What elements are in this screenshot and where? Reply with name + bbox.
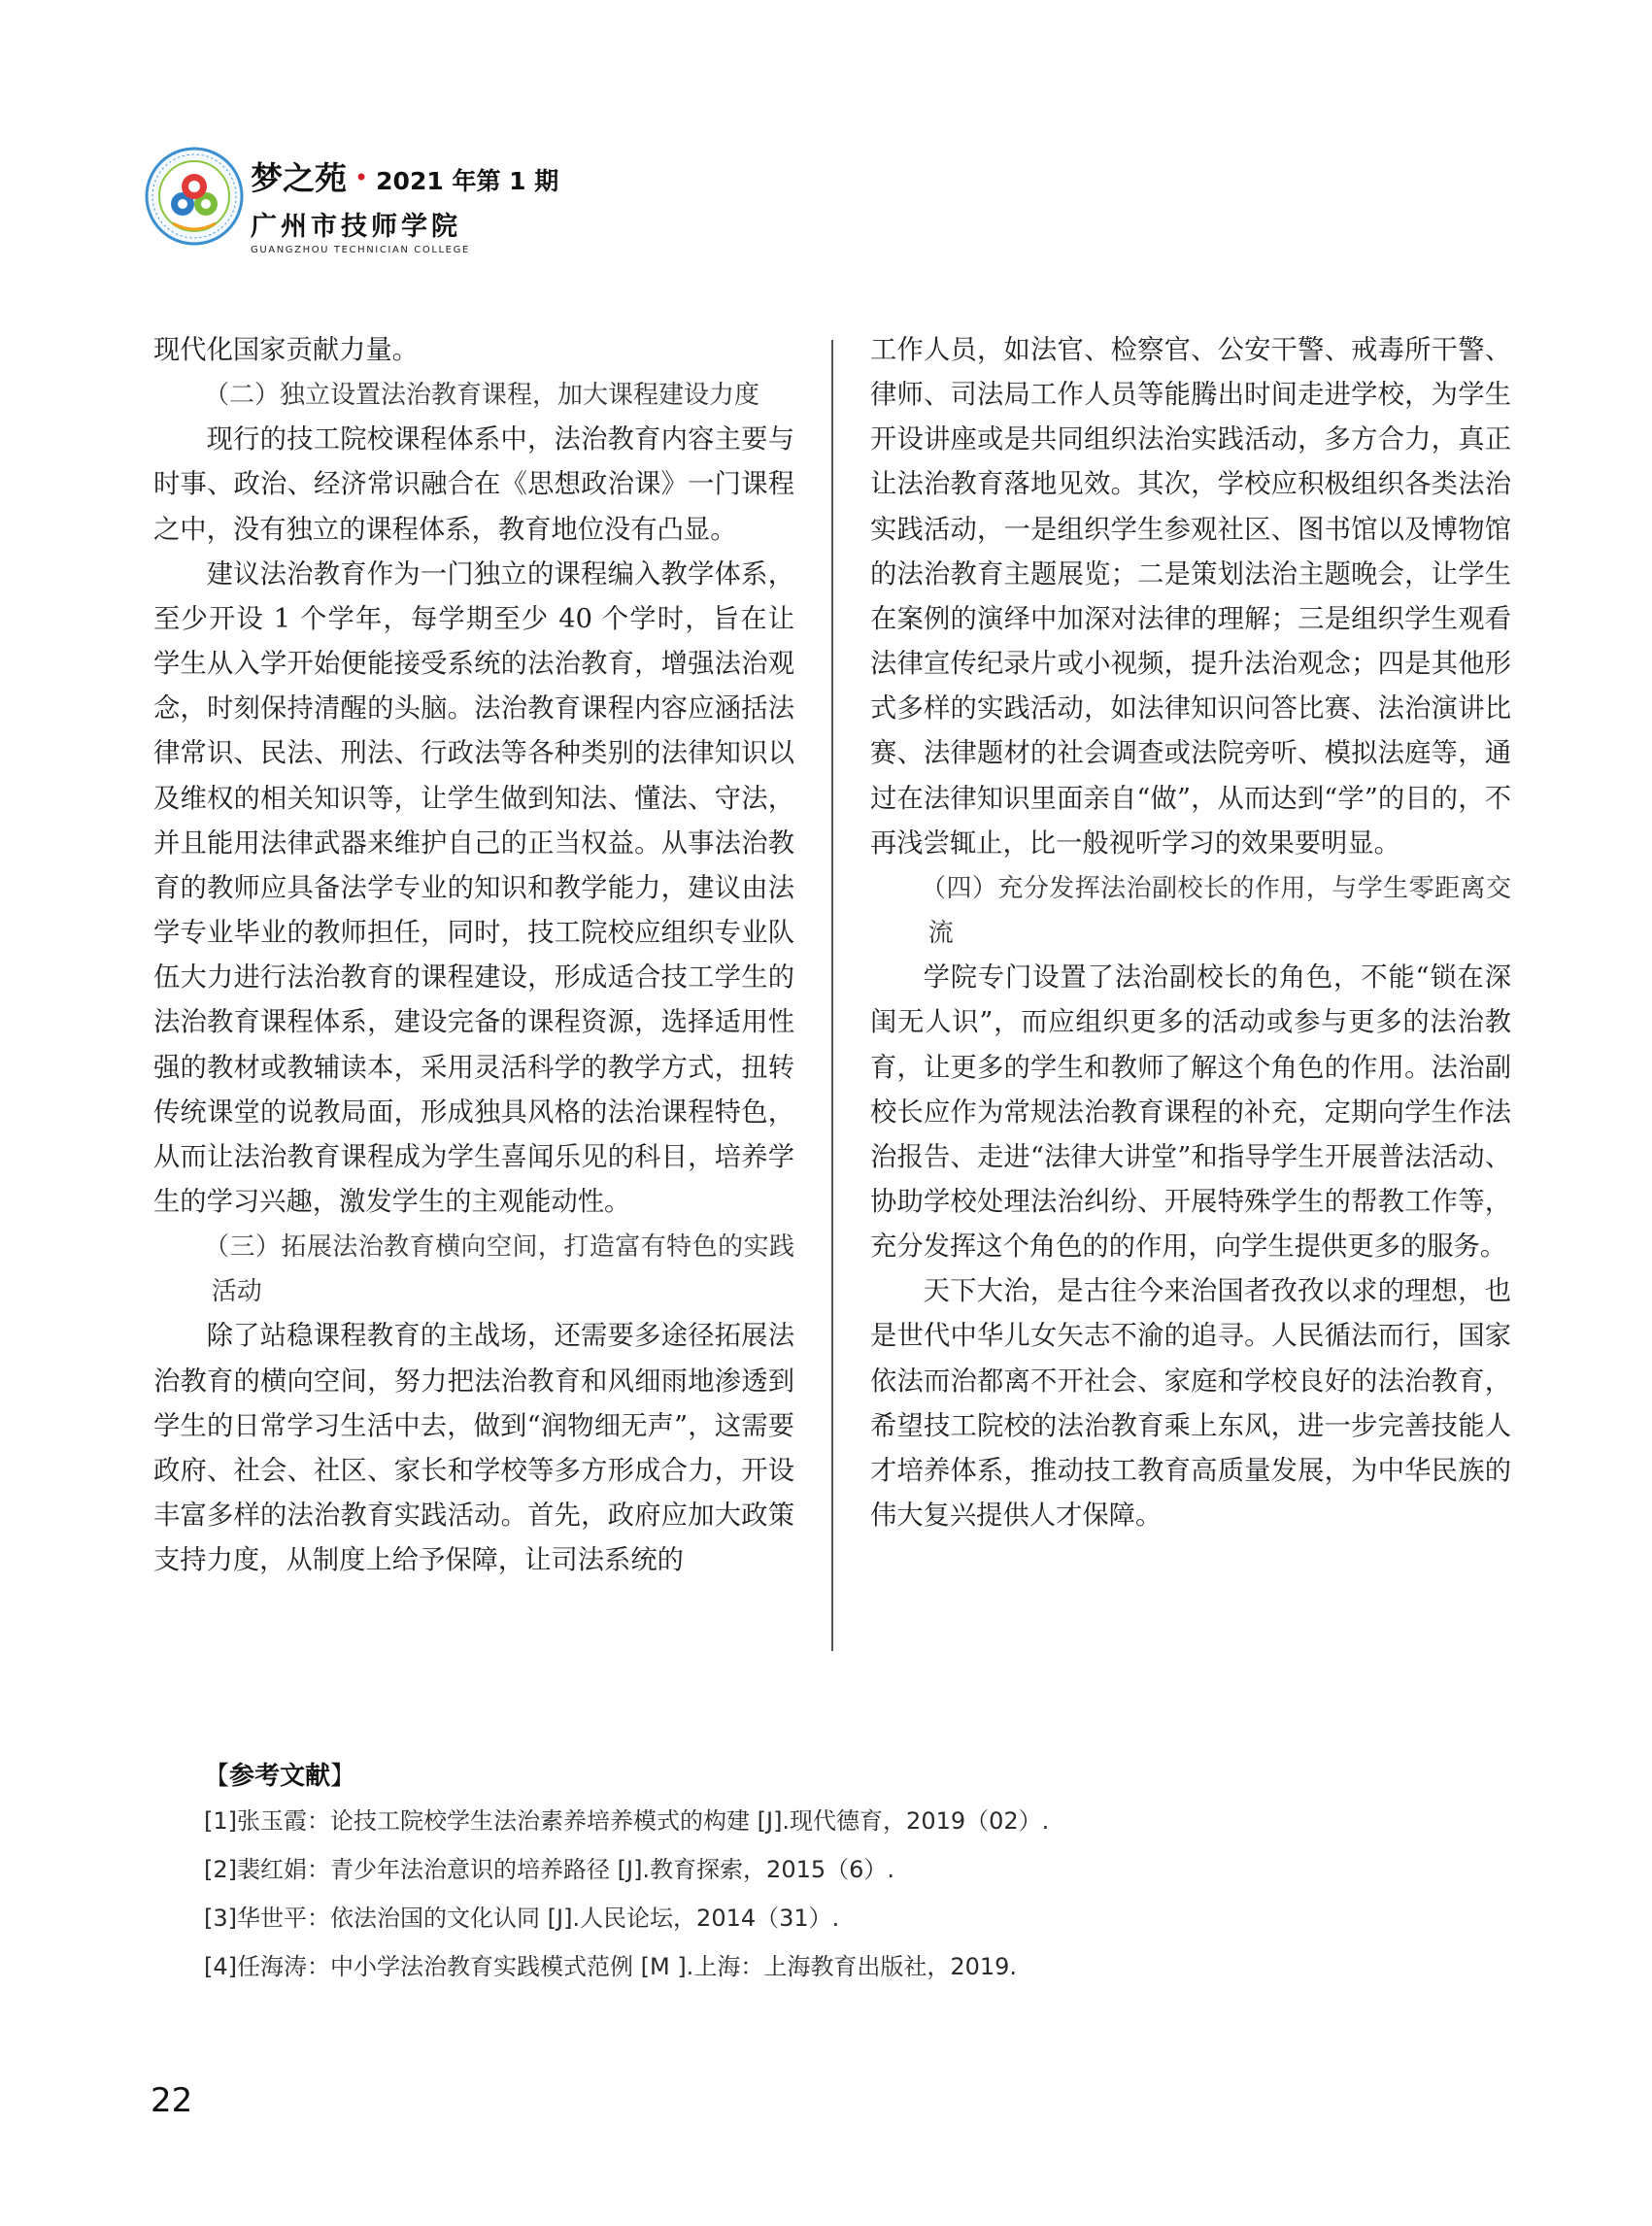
journal-name: 梦之苑 — [251, 159, 347, 197]
paragraph-continued: 工作人员，如法官、检察官、公安干警、戒毒所干警、律师、司法局工作人员等能腾出时间走进学校，为学生开设讲座或是共同组织法治实践活动，多方合力，真正让法治教育落地见效。其次，学校应积极组织各类法治实践活动，一是组织学生参观社区、图书馆以及博物馆的法治教育主题展览；二是策划法治主题晚会，让学生在案例的演绎中加深对法律的理解；三是组织学生观看法律宣传纪录片或小视频，提升法治观念；四是其他形式多样的实践活动，如法律知识问答比赛、法治演讲比赛、法律题材的社会调查或法院旁听、模拟法庭等，通过在法律知识里面亲自“做”，从而达到“学”的目的，不再浅尝辄止，比一般视听学习的效果要明显。 — [870, 335, 1511, 859]
references-section — [204, 1756, 1505, 2000]
column-divider — [831, 340, 833, 1651]
journal-title-block — [251, 153, 558, 255]
references-title-text: 参考文献 — [229, 1762, 331, 1791]
section-heading-2: （二）独立设置法治教育课程，加大课程建设力度 — [204, 381, 760, 411]
page-number: 22 — [151, 2081, 193, 2120]
bracket-open: 【 — [204, 1762, 230, 1791]
paragraph: 天下大治，是古往今来治国者孜孜以求的理想，也是世代中华儿女矢志不渝的追寻。人民循法而行，国家依法而治都离不开社会、家庭和学校良好的法治教育，希望技工院校的法治教育乘上东风，进一步完善技能人才培养体系，推动技工教育高质量发展，为中华民族的伟大复兴提供人才保障。 — [870, 1276, 1511, 1532]
paragraph: 学院专门设置了法治副校长的角色，不能“锁在深闺无人识”，而应组织更多的活动或参与更多的法治教育，让更多的学生和教师了解这个角色的作用。法治副校长应作为常规法治教育课程的补充，定期向学生作法治报告、走进“法律大讲堂”和指导学生开展普法活动、协助学校处理法治纠纷、开展特殊学生的帮教工作等，充分发挥这个角色的的作用，向学生提供更多的服务。 — [870, 962, 1511, 1263]
reference-item: [2]裴红娟：青少年法治意识的培养路径 [J].教育探索，2015（6）. — [204, 1856, 895, 1883]
separator-dot: • — [354, 164, 369, 191]
right-column — [870, 328, 1511, 1538]
journal-line — [251, 153, 558, 199]
reference-item: [4]任海涛：中小学法治教育实践模式范例 [M ].上海：上海教育出版社，2019. — [204, 1953, 1018, 1980]
section-heading-3: （三）拓展法治教育横向空间，打造富有特色的实践活动 — [204, 1232, 794, 1307]
paragraph-continued: 现代化国家贡献力量。 — [153, 335, 419, 365]
section-heading-4: （四）充分发挥法治副校长的作用，与学生零距离交流 — [921, 873, 1511, 949]
college-name-cn: 广州市技师学院 — [251, 212, 461, 242]
paragraph: 现行的技工院校课程体系中，法治教育内容主要与时事、政治、经济常识融合在《思想政治课》一门课程之中，没有独立的课程体系，教育地位没有凸显。 — [153, 424, 794, 545]
left-column — [153, 328, 794, 1583]
college-emblem-icon — [144, 146, 245, 247]
paragraph: 建议法治教育作为一门独立的课程编入教学体系，至少开设 1 个学年，每学期至少 40 个学时，旨在让学生从入学开始便能接受系统的法治教育，增强法治观念，时刻保持清醒的头脑。法治教育课程内容应涵括法律常识、民法、刑法、行政法等各种类别的法律知识以及维权的相关知识等，让学生做到知法、懂法、守法，并且能用法律武器来维护自己的正当权益。从事法治教育的教师应具备法学专业的知识和教学能力，建议由法学专业毕业的教师担任，同时，技工院校应组织专业队伍大力进行法治教育的课程建设，形成适合技工学生的法治教育课程体系，建设完备的课程资源，选择适用性强的教材或教辅读本，采用灵活科学的教学方式，扭转传统课堂的说教局面，形成独具风格的法治课程特色，从而让法治教育课程成为学生喜闻乐见的科目，培养学生的学习兴趣，激发学生的主观能动性。 — [153, 558, 794, 1217]
references-title — [204, 1756, 1505, 1792]
reference-item: [1]张玉霞：论技工院校学生法治素养培养模式的构建 [J].现代德育，2019（02）. — [204, 1807, 1050, 1835]
paragraph: 除了站稳课程教育的主战场，还需要多途径拓展法治教育的横向空间，努力把法治教育和风细雨地渗透到学生的日常学习生活中去，做到“润物细无声”，这需要政府、社会、社区、家长和学校等多方形成合力，开设丰富多样的法治教育实践活动。首先，政府应加大政策支持力度，从制度上给予保障，让司法系统的 — [153, 1321, 794, 1576]
bracket-close: 】 — [330, 1762, 356, 1791]
college-name-en: GUANGZHOU TECHNICIAN COLLEGE — [251, 245, 470, 255]
journal-header — [144, 146, 726, 253]
reference-item: [3]华世平：依法治国的文化认同 [J].人民论坛，2014（31）. — [204, 1905, 840, 1932]
issue-label: 2021 年第 1 期 — [376, 167, 559, 195]
